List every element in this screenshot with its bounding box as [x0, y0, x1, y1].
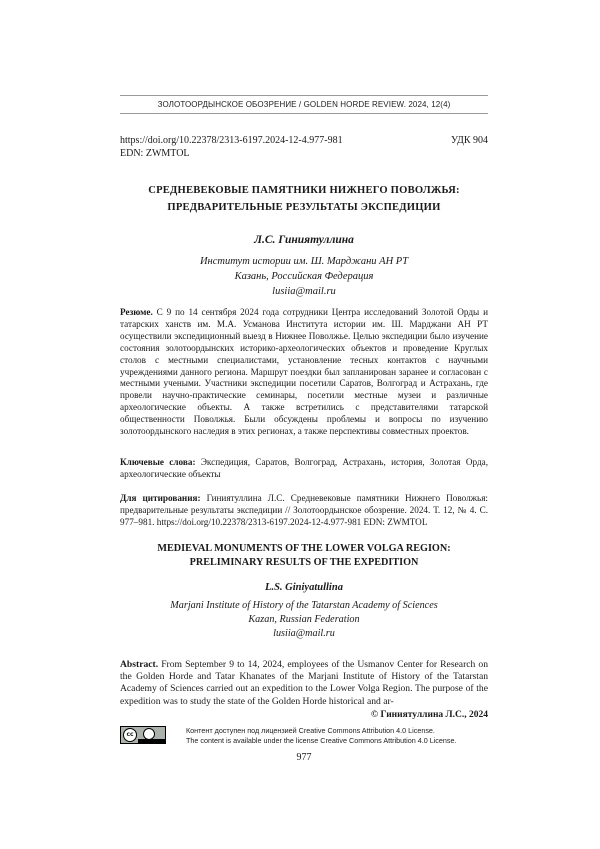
keywords-ru-text: Экспедиция, Саратов, Волгоград, Астрахань, история, Золотая Орда, археологические объекты: [120, 457, 489, 479]
license-text: [186, 726, 456, 746]
abstract-ru-text: С 9 по 14 сентября 2024 года сотрудники Центра исследований Золотой Орды и татарских ханств им. М.А. Усманова Института истории им. Ш. Марджани АН РТ осуществили экспедиционный выезд в Нижнее Поволжье. Целью экспедиции было изучение состояния золотоордынских историко-археологических объектов и проведение Круглых столов с местными специалистами, установление тесных контактов с научными учреждениями данного региона. Маршрут поездки был запланирован заранее и согласован с местными учеными. Участники экспедиции посетили Саратов, Волгоград и Астрахань, где провели научно-практические семинары, посетили местные музеи и различные археологические объекты. А также встретились с представителями татарской общественности Поволжья. Были обсуждены проблемы и вопросы по изучению золотоордынского наследия в этих регионах, а также перспективы совместных проектов.: [120, 307, 488, 437]
citation: [120, 493, 488, 529]
author-ru: Л.С. Гиниятуллина: [254, 234, 354, 246]
title-en-line-2: PRELIMINARY RESULTS OF THE EXPEDITION: [189, 556, 419, 568]
by-strip: [138, 739, 166, 743]
abstract-en-text: From September 9 to 14, 2024, employees of the Usmanov Center for Research on the Golden Horde and Tatar Khanates of the Marjani Institute of History of the Tatarstan Academy of Sciences carried out an expedition to the Lower Volga Region. The purpose of the expedition was to study the state of the Golden Horde historical and ar-: [120, 659, 488, 707]
cc-icon: cc: [123, 728, 137, 742]
article-title-en: [120, 542, 488, 569]
location-ru: Казань, Российская Федерация: [234, 271, 374, 282]
article-title-ru: [120, 182, 488, 216]
keywords-ru-label: Ключевые слова:: [120, 457, 196, 467]
email-en[interactable]: lusiia@mail.ru: [273, 628, 335, 639]
affiliation-ru: [120, 254, 488, 299]
email-ru[interactable]: lusiia@mail.ru: [272, 286, 336, 297]
title-ru-line-1: СРЕДНЕВЕКОВЫЕ ПАМЯТНИКИ НИЖНЕГО ПОВОЛЖЬЯ:: [148, 185, 460, 196]
abstract-en-label: Abstract.: [120, 659, 159, 670]
title-ru-line-2: ПРЕДВАРИТЕЛЬНЫЕ РЕЗУЛЬТАТЫ ЭКСПЕДИЦИИ: [167, 202, 441, 213]
license-en: The content is available under the license Creative Commons Attribution 4.0 License.: [186, 736, 457, 745]
page-number: 977: [296, 752, 312, 763]
abstract-ru: [120, 307, 488, 438]
institute-ru: Институт истории им. Ш. Марджани АН РТ: [199, 256, 409, 267]
udk-code: УДК 904: [450, 135, 488, 146]
doi-block: [120, 135, 488, 160]
keywords-ru: [120, 457, 488, 481]
license-ru: Контент доступен под лицензией Creative Commons Attribution 4.0 License.: [186, 726, 435, 735]
running-head: ЗОЛОТООРДЫНСКОЕ ОБОЗРЕНИЕ / GOLDEN HORDE REVIEW. 2024, 12(4): [120, 95, 488, 114]
institute-en: Marjani Institute of History of the Tatarstan Academy of Sciences: [170, 600, 438, 611]
license-block: [120, 726, 488, 750]
doi-link[interactable]: https://doi.org/10.22378/2313-6197.2024-12-4.977-981: [120, 135, 343, 146]
location-en: Kazan, Russian Federation: [248, 614, 360, 625]
citation-text: Гиниятуллина Л.С. Средневековые памятники Нижнего Поволжья: предварительные результаты экспедиции // Золотоордынское обозрение. 2024. Т. 12, № 4. С. 977–981. https://doi.org/10.22378/2313-6197.2024-12-4.977-981 EDN: ZWMTOL: [120, 493, 488, 527]
copyright-notice: © Гиниятуллина Л.С., 2024: [371, 710, 488, 720]
cc-by-license-icon[interactable]: [120, 726, 166, 744]
edn-code: EDN: ZWMTOL: [120, 147, 190, 159]
abstract-ru-label: Резюме.: [120, 307, 153, 317]
abstract-en: [120, 659, 488, 708]
affiliation-en: [120, 599, 488, 641]
author-en: L.S. Giniyatullina: [265, 582, 343, 593]
citation-label: Для цитирования:: [120, 493, 201, 503]
title-en-line-1: MEDIEVAL MONUMENTS OF THE LOWER VOLGA REGION:: [157, 543, 451, 554]
